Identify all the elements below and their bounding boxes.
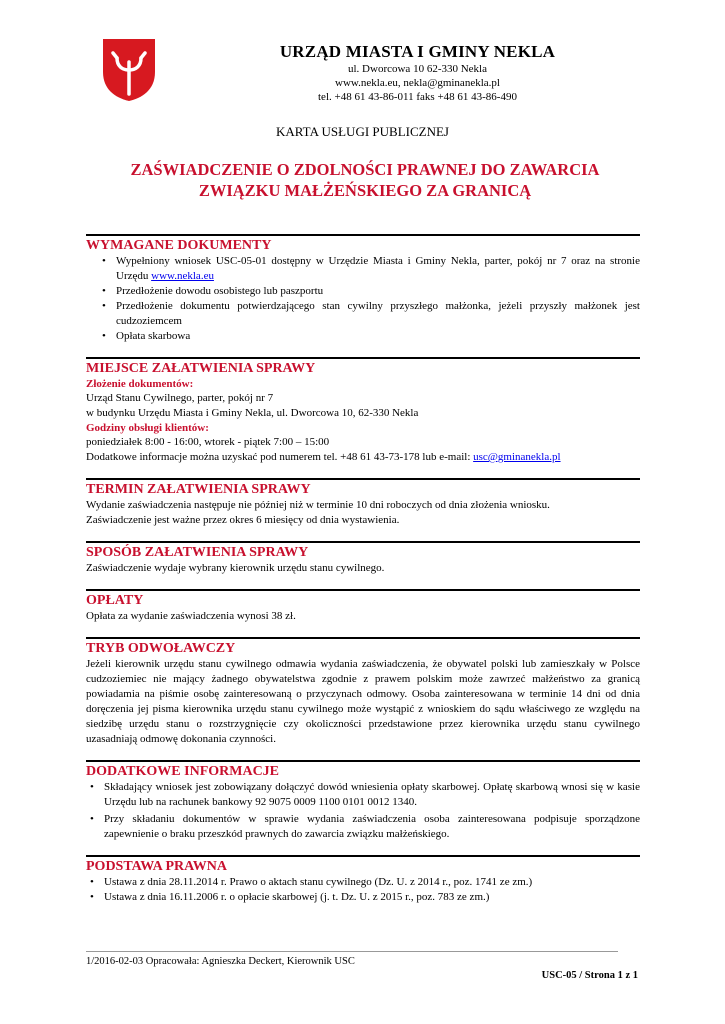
section-method: [86, 541, 640, 576]
list-item: • Przedłożenie dokumentu potwierdzającego stan cywilny przyszłego małżonka, jeżeli przyszły małżonek jest cudzoziemcem: [116, 299, 640, 329]
fee-text: Opłata za wydanie zaświadczenia wynosi 38 zł.: [86, 610, 296, 622]
section-title: MIEJSCE ZAŁATWIENIA SPRAWY: [86, 361, 316, 376]
section-title: WYMAGANE DOKUMENTY: [86, 238, 272, 253]
institution-address: ul. Dworcowa 10 62-330 Nekla: [348, 63, 487, 75]
section-divider: [86, 541, 640, 543]
required-documents-list: [86, 254, 640, 344]
section-title: PODSTAWA PRAWNA: [86, 859, 227, 874]
section-title: SPOSÓB ZAŁATWIENIA SPRAWY: [86, 545, 309, 560]
method-text: Zaświadczenie wydaje wybrany kierownik urzędu stanu cywilnego.: [86, 562, 385, 574]
section-title: TERMIN ZAŁATWIENIA SPRAWY: [86, 482, 311, 497]
coat-of-arms-icon: [102, 38, 156, 102]
section-required-documents: [86, 234, 640, 344]
footer-author: 1/2016-02-03 Opracowała: Agnieszka Deckert, Kierownik USC: [86, 956, 355, 967]
list-item: • Ustawa z dnia 28.11.2014 r. Prawo o aktach stanu cywilnego (Dz. U. z 2014 r., poz. 1741 ze zm.): [104, 875, 640, 890]
section-divider: [86, 234, 640, 236]
section-legal-basis: [86, 855, 640, 905]
page-title: [90, 159, 640, 201]
list-item: • Przedłożenie dowodu osobistego lub paszportu: [116, 284, 640, 299]
page-title-line-1: ZAŚWIADCZENIE O ZDOLNOŚCI PRAWNEJ DO ZAWARCIA: [130, 160, 600, 179]
document-body: [86, 234, 640, 918]
list-item-text: Wypełniony wniosek USC-05-01 dostępny w Urzędzie Miasta i Gminy Nekla, parter, pokój nr 7 oraz na stronie Urzędu: [116, 255, 640, 282]
section-fees: [86, 589, 640, 624]
contact-info: [86, 450, 640, 465]
page-number: USC-05 / Strona 1 z 1: [541, 970, 638, 981]
list-item: • Ustawa z dnia 16.11.2006 r. o opłacie skarbowej (j. t. Dz. U. z 2015 r., poz. 783 ze zm.): [104, 890, 640, 905]
institution-phone: tel. +48 61 43-86-011 faks +48 61 43-86-490: [318, 91, 517, 103]
institution-web: www.nekla.eu, nekla@gminanekla.pl: [335, 77, 500, 89]
office-location: Urząd Stanu Cywilnego, parter, pokój nr 7: [86, 392, 274, 404]
subheading-submission: Złożenie dokumentów:: [86, 378, 194, 390]
section-divider: [86, 637, 640, 639]
list-item: [116, 254, 640, 284]
usc-email-link[interactable]: usc@gminanekla.pl: [473, 451, 561, 463]
section-deadline: [86, 478, 640, 528]
section-location: [86, 357, 640, 465]
subheading-hours: Godziny obsługi klientów:: [86, 422, 209, 434]
section-title: DODATKOWE INFORMACJE: [86, 764, 280, 779]
footer-divider: [86, 951, 618, 952]
opening-hours: poniedziałek 8:00 - 16:00, wtorek - piątek 7:00 – 15:00: [86, 436, 330, 448]
section-divider: [86, 589, 640, 591]
card-label: KARTA USŁUGI PUBLICZNEJ: [276, 124, 449, 139]
appeal-text: Jeżeli kierownik urzędu stanu cywilnego odmawia wydania zaświadczenia, że obywatel polski lub zamieszkały w Polsce cudzoziemiec nie mający żadnego obywatelstwa zgodnie z prawem polskim może zawrzeć małżeństwo za granicą powiadamia na piśmie osobę zainteresowaną o przyczynach odmowy. Osoba zainteresowana w terminie 14 dni od dnia doręczenia jej pisma kierownika urzędu stanu cywilnego może wystąpić z wnioskiem do sądu właściwego ze względu na siedzibę urzędu stanu o rozstrzygnięcie czy okoliczności przedstawione przez kierownika urzędu stanu cywilnego uzasadniają odmowę dokonania czynności.: [86, 658, 640, 745]
list-item: • Opłata skarbowa: [116, 329, 640, 344]
institution-title: URZĄD MIASTA I GMINY NEKLA: [279, 42, 556, 61]
additional-info-list: [86, 780, 640, 842]
section-additional-info: [86, 760, 640, 842]
legal-basis-list: [86, 875, 640, 905]
institution-header: [190, 42, 645, 104]
section-divider: [86, 357, 640, 359]
nekla-website-link[interactable]: www.nekla.eu: [151, 270, 214, 282]
section-divider: [86, 760, 640, 762]
list-item: • Przy składaniu dokumentów w sprawie wydania zaświadczenia osoba zainteresowana podpisuje sporządzone zapewnienie o braku przeszkód prawnych do zawarcia związku małżeńskiego.: [104, 812, 640, 842]
office-building: w budynku Urzędu Miasta i Gminy Nekla, ul. Dworcowa 10, 62-330 Nekla: [86, 407, 419, 419]
section-appeal: [86, 637, 640, 747]
section-title: TRYB ODWOŁAWCZY: [86, 641, 236, 656]
list-item: • Składający wniosek jest zobowiązany dołączyć dowód wniesienia opłaty skarbowej. Opłatę skarbową wnosi się w kasie Urzędu lub na rachunek bankowy 92 9075 0009 1100 0101 0012 1340.: [104, 780, 640, 810]
section-title: OPŁATY: [86, 593, 144, 608]
section-divider: [86, 855, 640, 857]
section-divider: [86, 478, 640, 480]
page-title-line-2: ZWIĄZKU MAŁŻEŃSKIEGO ZA GRANICĄ: [198, 181, 532, 200]
validity-text: Zaświadczenie jest ważne przez okres 6 miesięcy od dnia wystawienia.: [86, 514, 400, 526]
contact-info-text: Dodatkowe informacje można uzyskać pod numerem tel. +48 61 43-73-178 lub e-mail:: [86, 451, 474, 463]
deadline-text: Wydanie zaświadczenia następuje nie później niż w terminie 10 dni roboczych od dnia złożenia wniosku.: [86, 499, 550, 511]
